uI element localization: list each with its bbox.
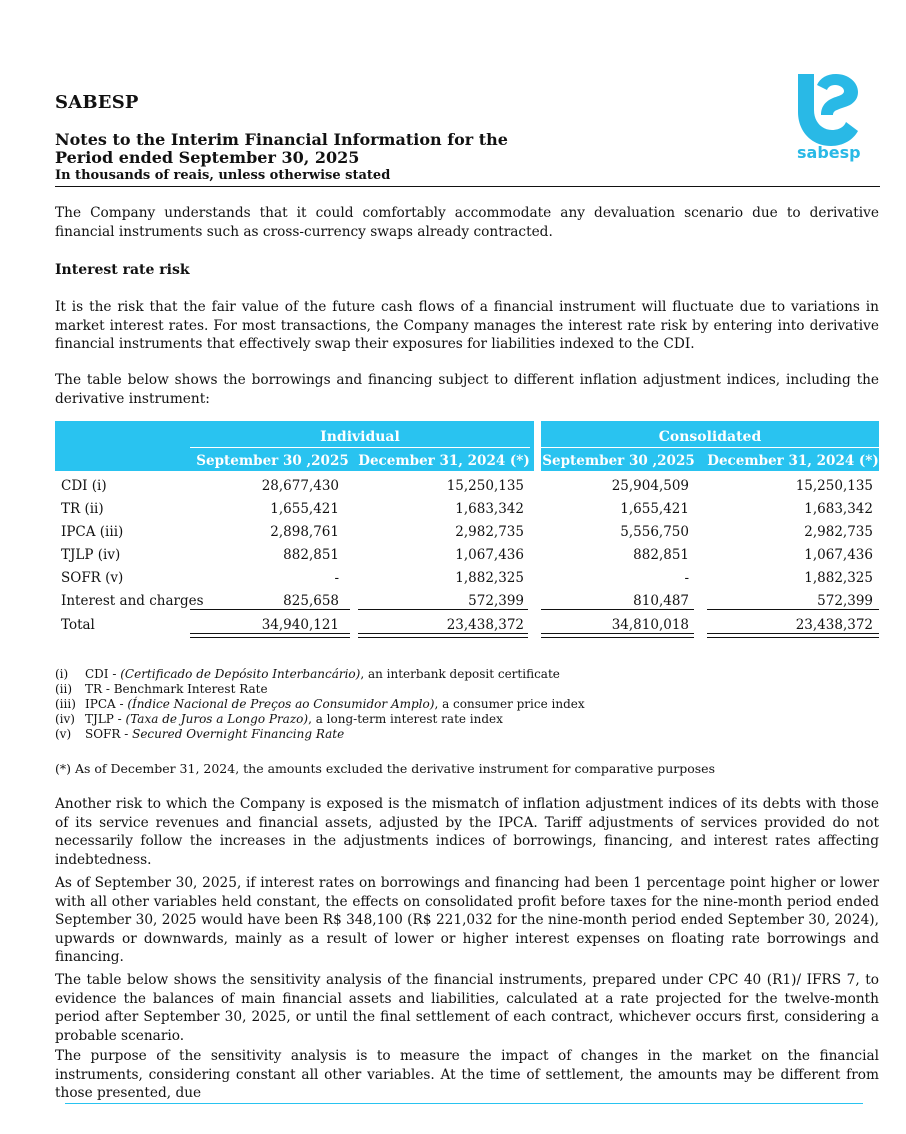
footnote-number: (iv): [55, 712, 75, 726]
subtotal-rule: [358, 609, 528, 610]
col-header-ind-dec: December 31, 2024 (*): [358, 453, 530, 469]
footnote-number: (i): [55, 667, 69, 681]
cell-con-dec: 1,683,342: [804, 501, 873, 517]
cell-ind-dec: 572,399: [468, 593, 524, 609]
row-label: SOFR (v): [61, 570, 124, 586]
cell-con-sep: 810,487: [633, 593, 689, 609]
subtotal-rule: [541, 609, 694, 610]
footnote-number: (iii): [55, 697, 76, 711]
cell-con-sep: 882,851: [633, 547, 689, 563]
title-line-2: Period ended September 30, 2025: [55, 148, 360, 167]
col-header-ind-sep: September 30 ,2025: [196, 453, 349, 469]
footnote-code: IPCA -: [85, 697, 128, 711]
row-label: TJLP (iv): [61, 547, 121, 563]
row-label: Total: [61, 617, 95, 633]
cell-ind-dec: 2,982,735: [455, 524, 524, 540]
row-label: Interest and charges: [61, 593, 204, 609]
cell-con-sep: 5,556,750: [620, 524, 689, 540]
title-line-1: Notes to the Interim Financial Information for the: [55, 130, 508, 149]
paragraph-devaluation: The Company understands that it could comfortably accommodate any devaluation scenario due to derivative financial instruments such as cross-currency swaps already contracted.: [55, 205, 879, 240]
table-row: [55, 498, 879, 520]
cell-ind-dec: 1,882,325: [455, 570, 524, 586]
footnote-code: SOFR -: [85, 727, 133, 741]
cell-ind-sep: 882,851: [283, 547, 339, 563]
cell-ind-sep: 34,940,121: [261, 617, 339, 633]
paragraph-table-intro: The table below shows the borrowings and financing subject to different inflation adjustment indices, including the derivative instrument:: [55, 372, 879, 407]
cell-con-sep: 25,904,509: [611, 478, 689, 494]
table-row: [55, 475, 879, 497]
total-double-rule: [707, 633, 879, 638]
footnote-number: (v): [55, 727, 72, 741]
subtotal-rule: [707, 609, 879, 610]
comparative-note: (*) As of December 31, 2024, the amounts excluded the derivative instrument for comparative purposes: [55, 761, 715, 776]
total-double-rule: [358, 633, 528, 638]
col-header-con-sep: September 30 ,2025: [542, 453, 695, 469]
cell-con-dec: 1,067,436: [804, 547, 873, 563]
subtotal-rule: [190, 609, 350, 610]
cell-ind-sep: 1,655,421: [270, 501, 339, 517]
paragraph-mismatch-risk: Another risk to which the Company is exposed is the mismatch of inflation adjustment indices of its debts with those of its service revenues and financial assets, adjusted by the IPCA. Tariff adjustments of services provided do not necessarily follow the increases in the adjustments indices of borrowings, financing, and interest rates affecting indebtedness.: [55, 796, 879, 868]
header-divider: [55, 186, 880, 187]
footnote-rest: , an interbank deposit certificate: [360, 667, 560, 681]
footnote-code: TR - Benchmark Interest Rate: [85, 682, 268, 696]
section-heading-interest-rate-risk: Interest rate risk: [55, 262, 190, 278]
cell-con-dec: 2,982,735: [804, 524, 873, 540]
footnote-number: (ii): [55, 682, 73, 696]
page-subtitle: In thousands of reais, unless otherwise stated: [55, 168, 391, 183]
page-title: [55, 131, 508, 167]
cell-ind-sep: 825,658: [283, 593, 339, 609]
paragraph-sensitivity-purpose: The purpose of the sensitivity analysis is to measure the impact of changes in the market on the financial instruments, considering constant all other variables. At the time of settlement, the amounts may be different from those presented, due: [55, 1048, 879, 1101]
cell-con-sep: 1,655,421: [620, 501, 689, 517]
cell-con-dec: 23,438,372: [795, 617, 873, 633]
row-label: TR (ii): [61, 501, 104, 517]
footnote-rest: , a long-term interest rate index: [308, 712, 503, 726]
cell-ind-dec: 1,683,342: [455, 501, 524, 517]
footnote-italic: (Índice Nacional de Preços ao Consumidor Amplo): [127, 697, 435, 711]
table-row: [55, 567, 879, 589]
footnote-rest: , a consumer price index: [434, 697, 585, 711]
cell-ind-dec: 15,250,135: [446, 478, 524, 494]
group-underline-individual: [190, 447, 530, 448]
row-label: CDI (i): [61, 478, 107, 494]
group-consolidated: Consolidated: [658, 429, 762, 445]
col-header-con-dec: December 31, 2024 (*): [707, 453, 879, 469]
total-double-rule: [190, 633, 350, 638]
footnote-italic: Secured Overnight Financing Rate: [132, 727, 345, 741]
cell-con-sep: 34,810,018: [611, 617, 689, 633]
cell-ind-dec: 23,438,372: [446, 617, 524, 633]
footnote-code: CDI -: [85, 667, 121, 681]
cell-con-dec: 15,250,135: [795, 478, 873, 494]
paragraph-sensitivity-table-intro: The table below shows the sensitivity analysis of the financial instruments, prepared under CPC 40 (R1)/ IFRS 7, to evidence the balances of main financial assets and liabilities, calculated at a rate projected for the twelve-month period after September 30, 2025, or until the final settlement of each contract, whichever occurs first, considering a probable scenario.: [55, 972, 879, 1044]
footer-divider: [65, 1103, 863, 1104]
cell-ind-dec: 1,067,436: [455, 547, 524, 563]
row-label: IPCA (iii): [61, 524, 124, 540]
table-row: [55, 521, 879, 543]
paragraph-interest-rate-risk: It is the risk that the fair value of the future cash flows of a financial instrument will fluctuate due to variations in market interest rates. For most transactions, the Company manages the interest rate risk by entering into derivative financial instruments that effectively swap their exposures for liabilities indexed to the CDI.: [55, 299, 879, 352]
group-individual: Individual: [320, 429, 400, 445]
cell-ind-sep: 28,677,430: [261, 478, 339, 494]
cell-con-sep: -: [684, 570, 689, 586]
total-double-rule: [541, 633, 694, 638]
table-header: [55, 421, 879, 471]
footnote-code: TJLP -: [85, 712, 126, 726]
company-name: SABESP: [55, 92, 139, 113]
cell-con-dec: 572,399: [817, 593, 873, 609]
logo-wordmark: sabesp: [797, 143, 861, 162]
paragraph-rate-sensitivity: As of September 30, 2025, if interest rates on borrowings and financing had been 1 percentage point higher or lower with all other variables held constant, the effects on consolidated profit before taxes for the nine-month period ended September 30, 2025 would have been R$ 348,100 (R$ 221,032 for the nine-month period ended September 30, 2024), upwards or downwards, mainly as a result of lower or higher interest expenses on floating rate borrowings and financing.: [55, 875, 879, 965]
cell-ind-sep: 2,898,761: [270, 524, 339, 540]
group-underline-consolidated: [541, 447, 879, 448]
footnote-italic: (Taxa de Juros a Longo Prazo): [125, 712, 309, 726]
footnote-italic: (Certificado de Depósito Interbancário): [120, 667, 361, 681]
cell-con-dec: 1,882,325: [804, 570, 873, 586]
table-row: [55, 544, 879, 566]
cell-ind-sep: -: [334, 570, 339, 586]
